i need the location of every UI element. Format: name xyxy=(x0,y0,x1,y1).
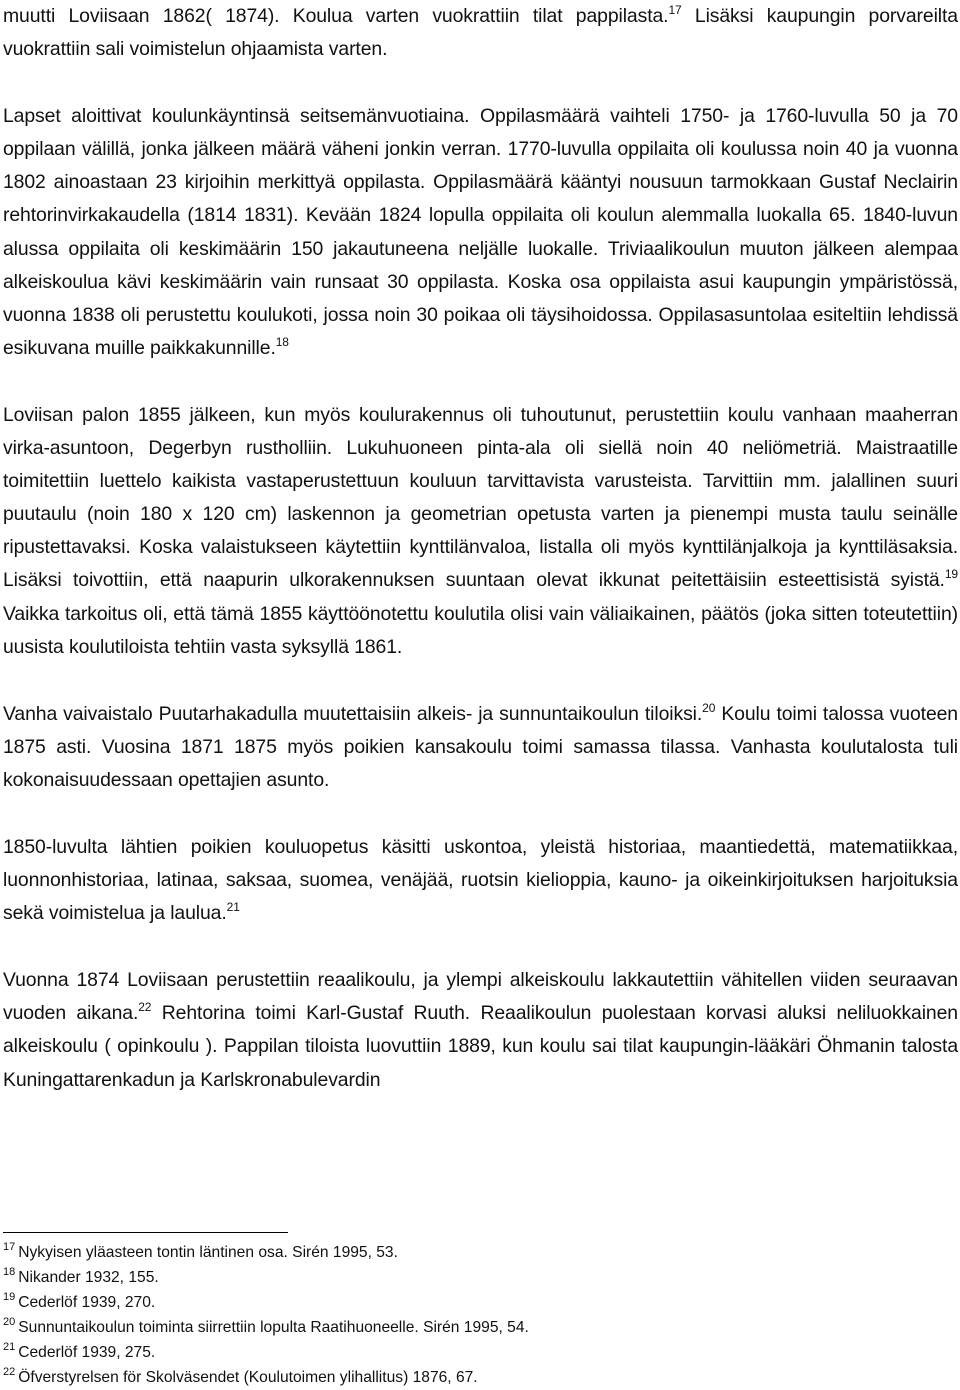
footnote-text: Nykyisen yläasteen tontin läntinen osa. Sirén 1995, 53. xyxy=(18,1244,398,1261)
footnote-ref[interactable]: 17 xyxy=(668,3,682,17)
footnote-text: Öfverstyrelsen för Skolväsendet (Koulutoimen ylihallitus) 1876, 67. xyxy=(18,1369,478,1386)
paragraph-2 xyxy=(3,100,958,365)
paragraph-gap xyxy=(3,664,958,698)
footnote-item xyxy=(3,1315,903,1340)
paragraph-text: Koulu toimi talossa vuoteen 1875 asti. Vuosina 1871 1875 myös poikien kansakoulu toimi samassa tilassa. Vanhasta koulutalosta tuli kokonaisuudessaan opettajien asunto. xyxy=(3,702,958,791)
footnote-ref[interactable]: 22 xyxy=(138,1000,152,1015)
paragraph-6 xyxy=(3,964,958,1096)
footnote-number: 22 xyxy=(3,1366,16,1378)
footnote-number: 19 xyxy=(3,1291,16,1303)
footnote-item xyxy=(3,1340,903,1365)
paragraph-gap xyxy=(3,66,958,100)
paragraph-text: Lisäksi kaupungin porvareilta vuokrattiin sali voimistelun ohjaamista varten. xyxy=(3,5,958,61)
paragraph-text: Vaikka tarkoitus oli, että tämä 1855 käyttöönotettu koulutila olisi vain väliaikainen, päätös (joka sitten toteutettiin) uusista koulutiloista tehtiin vasta syksyllä 1861. xyxy=(3,602,958,658)
footnote-text: Cederlöf 1939, 270. xyxy=(18,1294,156,1311)
footnote-ref[interactable]: 18 xyxy=(275,334,289,349)
footnote-ref[interactable]: 21 xyxy=(226,900,240,915)
footnote-item xyxy=(3,1290,903,1315)
paragraph-text: Rehtorina toimi Karl-Gustaf Ruuth. Reaalikoulun puolestaan korvasi aluksi neliluokkainen alkeiskoulu ( opinkoulu ). Pappilan tiloista luovuttiin 1889, kun koulu sai tilat kaupungin-lääkäri Öhmanin talosta Kuningattarenkadun ja Karlskronabulevardin xyxy=(3,1002,958,1091)
paragraph-4 xyxy=(3,698,958,797)
footnotes xyxy=(3,1240,903,1390)
paragraph-text: Lapset aloittivat koulunkäyntinsä seitsemänvuotiaina. Oppilasmäärä vaihteli 1750- ja 1760-luvulla 50 ja 70 oppilaan välillä, jonka jälkeen määrä väheni jonkin verran. 1770-luvulla oppilaita oli koulussa noin 40 ja vuonna 1802 ainoastaan 23 kirjoihin merkittyä oppilasta. Oppilasmäärä kääntyi nousuun tarmokkaan Gustaf Neclairin rehtorinvirkakaudella (1814 1831). Kevään 1824 lopulla oppilaita oli koulun alemmalla luokalla 65. 1840-luvun alussa oppilaita oli keskimäärin 150 jakautuneena neljälle luokalle. Triviaalikoulun muuton jälkeen alempaa alkeiskoulua kävi keskimäärin vain runsaat 30 oppilasta. Koska osa oppilaista asui kaupungin ympäristössä, vuonna 1838 oli perustettu koulukoti, jossa noin 30 poikaa oli täysihoidossa. Oppilasasuntolaa esiteltiin lehdissä esikuvana muille paikkakunnille. xyxy=(3,105,958,359)
footnote-item xyxy=(3,1365,903,1390)
paragraph-text: Vanha vaivaistalo Puutarhakadulla muutettaisiin alkeis- ja sunnuntaikoulun tiloiksi. xyxy=(3,702,703,725)
paragraph-text: Vuonna 1874 Loviisaan perustettiin reaalikoulu, ja ylempi alkeiskoulu lakkautettiin vähitellen viiden seuraavan vuoden aikana. xyxy=(3,969,958,1025)
paragraph-gap xyxy=(3,797,958,831)
paragraph-3 xyxy=(3,399,958,664)
footnote-item xyxy=(3,1265,903,1290)
footnote-text: Sunnuntaikoulun toiminta siirrettiin lopulta Raatihuoneelle. Sirén 1995, 54. xyxy=(18,1319,529,1336)
paragraph-text: muutti Loviisaan 1862( 1874). Koulua varten vuokrattiin tilat pappilasta. xyxy=(3,5,669,27)
footnote-separator xyxy=(3,1232,288,1233)
paragraph-text: 1850-luvulta lähtien poikien kouluopetus käsitti uskontoa, yleistä historiaa, maantiedettä, matematiikkaa, luonnonhistoriaa, latinaa, saksaa, suomea, venäjää, ruotsin kielioppia, kauno- ja oikeinkirjoituksen harjoituksia sekä voimistelua ja laulua. xyxy=(3,835,958,925)
footnote-number: 21 xyxy=(3,1341,16,1353)
paragraph-5 xyxy=(3,831,958,930)
footnote-number: 20 xyxy=(3,1316,16,1328)
footnote-ref[interactable]: 19 xyxy=(944,567,958,582)
footnote-number: 18 xyxy=(3,1266,16,1278)
paragraph-text: Loviisan palon 1855 jälkeen, kun myös koulurakennus oli tuhoutunut, perustettiin koulu vanhaan maaherran virka-asuntoon, Degerbyn rustholliin. Lukuhuoneen pinta-ala oli siellä noin 40 neliömetriä. Maistraatille toimitettiin luettelo kaikista vastaperustettuun kouluun tarvittavista varusteista. Tarvittiin mm. jalallinen suuri puutaulu (noin 180 x 120 cm) laskennon ja geometrian opetusta varten ja pienempi musta taulu seinälle ripustettavaksi. Koska valaistukseen käytettiin kynttilänvaloa, listalla oli myös kynttilänjalkoja ja kynttiläsaksia. Lisäksi toivottiin, että naapurin ulkorakennuksen suuntaan olevat ikkunat peitettäisiin esteettisistä syistä. xyxy=(3,403,958,592)
footnote-item xyxy=(3,1240,903,1265)
paragraph-1 xyxy=(3,0,958,66)
paragraph-gap xyxy=(3,930,958,964)
footnote-number: 17 xyxy=(3,1241,16,1253)
document-body xyxy=(3,0,958,1097)
footnote-text: Nikander 1932, 155. xyxy=(18,1269,159,1286)
footnote-text: Cederlöf 1939, 275. xyxy=(18,1344,156,1361)
footnote-ref[interactable]: 20 xyxy=(702,700,716,715)
paragraph-gap xyxy=(3,365,958,399)
